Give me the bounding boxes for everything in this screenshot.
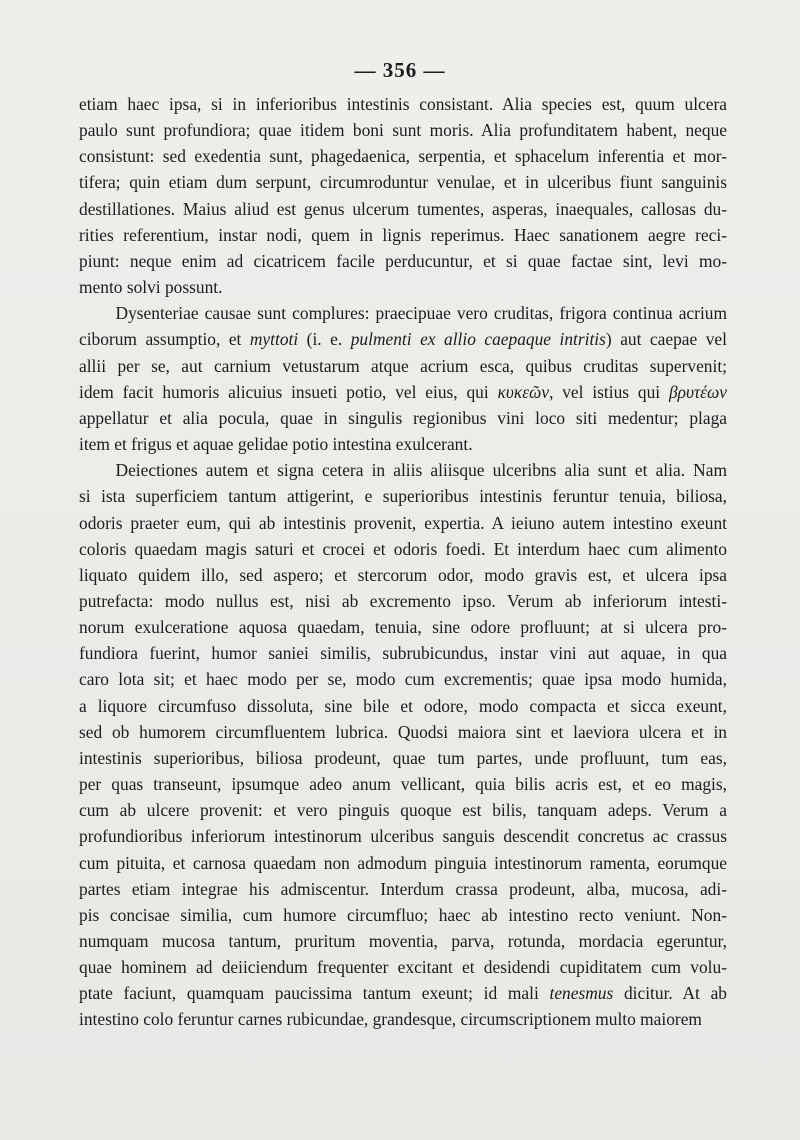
text-line [79, 797, 727, 823]
text-line [79, 823, 727, 849]
text-line [79, 117, 727, 143]
text-segment: paulo sunt profundiora; quae itidem boni sunt moris. Alia profunditatem habent, neque [79, 120, 727, 141]
text-line [79, 771, 727, 797]
text-segment: dicitur. At ab [613, 983, 727, 1004]
text-segment: appellatur et alia pocula, quae in singulis regionibus vini loco siti medentur; plaga [79, 407, 727, 428]
text-line [79, 980, 727, 1006]
italic-term: myttoti [249, 329, 299, 350]
text-segment: cum ab ulcere provenit: et vero pinguis quoque est bilis, tanquam adeps. Verum a [79, 800, 727, 821]
text-line [79, 143, 727, 169]
text-line [79, 196, 727, 222]
text-segment: fundiora fuerint, humor saniei similis, subrubicundus, instar vini aut aquae, in qua [79, 643, 727, 664]
text-segment: cum pituita, et carnosa quaedam non admodum pinguia intestinorum ramenta, eorumque [79, 852, 727, 873]
text-segment: partes etiam integrae his admiscentur. Interdum crassa prodeunt, alba, mucosa, adi- [79, 878, 727, 899]
text-line [79, 248, 727, 274]
text-segment: etiam haec ipsa, si in inferioribus intestinis consistant. Alia species est, quum ulcera [79, 94, 727, 114]
text-segment: coloris quaedam magis saturi et crocei et odoris foedi. Et interdum haec cum alimento [79, 538, 727, 559]
text-segment: intestino colo feruntur carnes rubicundae, grandesque, circumscriptionem multo maiorem [79, 1009, 702, 1030]
text-line [79, 222, 727, 248]
text-line [79, 614, 727, 640]
text-line [79, 850, 727, 876]
text-segment: destillationes. Maius aliud est genus ulcerum tumentes, asperas, inaequales, callosas du- [79, 198, 727, 219]
italic-term: pulmenti ex allio caepaque intritis [350, 329, 606, 350]
body-text [79, 91, 727, 1033]
text-line [79, 745, 727, 771]
text-segment: putrefacta: modo nullus est, nisi ab excremento ipso. Verum ab inferiorum intesti- [79, 590, 727, 611]
text-segment: sed ob humorem circumfluentem lubrica. Quodsi maiora sint et laeviora ulcera et in [79, 721, 727, 742]
text-segment: intestinis superioribus, biliosa prodeunt, quae tum partes, unde profluunt, tum eas, [79, 747, 727, 768]
text-line [79, 300, 727, 326]
italic-term: tenesmus [549, 983, 614, 1004]
text-line [79, 431, 727, 457]
text-segment: quae hominem ad deiiciendum frequenter excitant et desidendi cupiditatem cum volu- [79, 957, 727, 978]
text-line [79, 457, 727, 483]
text-line [79, 640, 727, 666]
text-segment: ptate faciunt, quamquam paucissima tantum exeunt; id mali [79, 983, 550, 1004]
text-segment: ciborum assumptio, et [79, 329, 250, 350]
text-segment: profundioribus inferiorum intestinorum ulceribus sanguis descendit concretus ac crassus [79, 826, 727, 847]
text-segment: item et frigus et aquae gelidae potio intestina exulcerant. [79, 434, 473, 455]
text-segment: Dysenteriae causae sunt complures: praecipuae vero cruditas, frigora continua acrium [115, 303, 727, 324]
paragraph-dysentery-causes [79, 300, 727, 457]
text-segment: allii per se, aut carnium vetustarum atque acrium esca, quibus cruditas supervenit; [79, 355, 727, 376]
text-segment: per quas transeunt, ipsumque adeo anum vellicant, quia bilis acris est, et eo magis, [79, 774, 727, 795]
text-line [79, 666, 727, 692]
text-segment: numquam mucosa tantum, pruritum moventia, parva, rotunda, mordacia egeruntur, [79, 931, 727, 951]
text-line [79, 1006, 727, 1032]
text-line [79, 693, 727, 719]
text-line [79, 536, 727, 562]
text-line [79, 169, 727, 195]
text-segment: norum exulceratione aquosa quaedam, tenuia, sine odore profluunt; at si ulcera pro- [79, 617, 727, 638]
text-line [79, 405, 727, 431]
text-line [79, 719, 727, 745]
text-line [79, 510, 727, 536]
text-line [79, 928, 727, 954]
paragraph-ulcer-types [79, 91, 727, 300]
page-number: — 356 — [354, 58, 446, 82]
text-segment: idem facit humoris alicuius insueti potio, vel eius, qui [79, 381, 498, 402]
text-segment: a liquore circumfuso dissoluta, sine bile et odore, modo compacta et sicca exeunt, [79, 695, 727, 716]
text-line [79, 902, 727, 928]
text-segment: caro lota sit; et haec modo per se, modo cum excrementis; quae ipsa modo humida, [79, 669, 727, 690]
text-segment: piunt: neque enim ad cicatricem facile perducuntur, et si quae factae sint, levi mo- [79, 250, 727, 271]
text-line [79, 91, 727, 117]
text-segment: tifera; quin etiam dum serpunt, circumroduntur venulae, et in ulceribus fiunt sanguinis [79, 172, 727, 193]
text-segment: liquato quidem illo, sed aspero; et stercorum odor, modo gravis est, et ulcera ipsa [79, 564, 727, 585]
text-segment: rities referentium, instar nodi, quem in lignis reperimus. Haec sanationem aegre reci- [79, 224, 727, 245]
text-segment: pis concisae similia, cum humore circumfluo; haec ab intestino recto veniunt. Non- [79, 904, 727, 925]
italic-term: βρυτέων [668, 381, 728, 402]
text-line [79, 353, 727, 379]
text-line [79, 876, 727, 902]
paragraph-dejections-signs [79, 457, 727, 1032]
text-segment: mento solvi possunt. [79, 277, 223, 298]
text-segment: , vel istius qui [549, 381, 669, 402]
text-segment: (i. e. [298, 329, 351, 350]
text-line [79, 483, 727, 509]
text-line [79, 588, 727, 614]
text-line [79, 274, 727, 300]
text-line [79, 379, 727, 405]
text-segment: ) aut caepae vel [605, 329, 727, 350]
text-segment: Deiectiones autem et signa cetera in aliis aliisque ulceribns alia sunt et alia. Nam [115, 460, 727, 481]
text-segment: si ista superficiem tantum attigerint, e superioribus intestinis feruntur tenuia, biliosa, [79, 486, 727, 507]
text-line [79, 954, 727, 980]
text-segment: odoris praeter eum, qui ab intestinis provenit, expertia. A ieiuno autem intestino exeunt [79, 512, 727, 533]
text-line [79, 562, 727, 588]
text-line [79, 326, 727, 352]
text-segment: consistunt: sed exedentia sunt, phagedaenica, serpentia, et sphacelum inferentia et mor- [79, 146, 727, 167]
italic-term: κυκεῶν [497, 381, 550, 402]
